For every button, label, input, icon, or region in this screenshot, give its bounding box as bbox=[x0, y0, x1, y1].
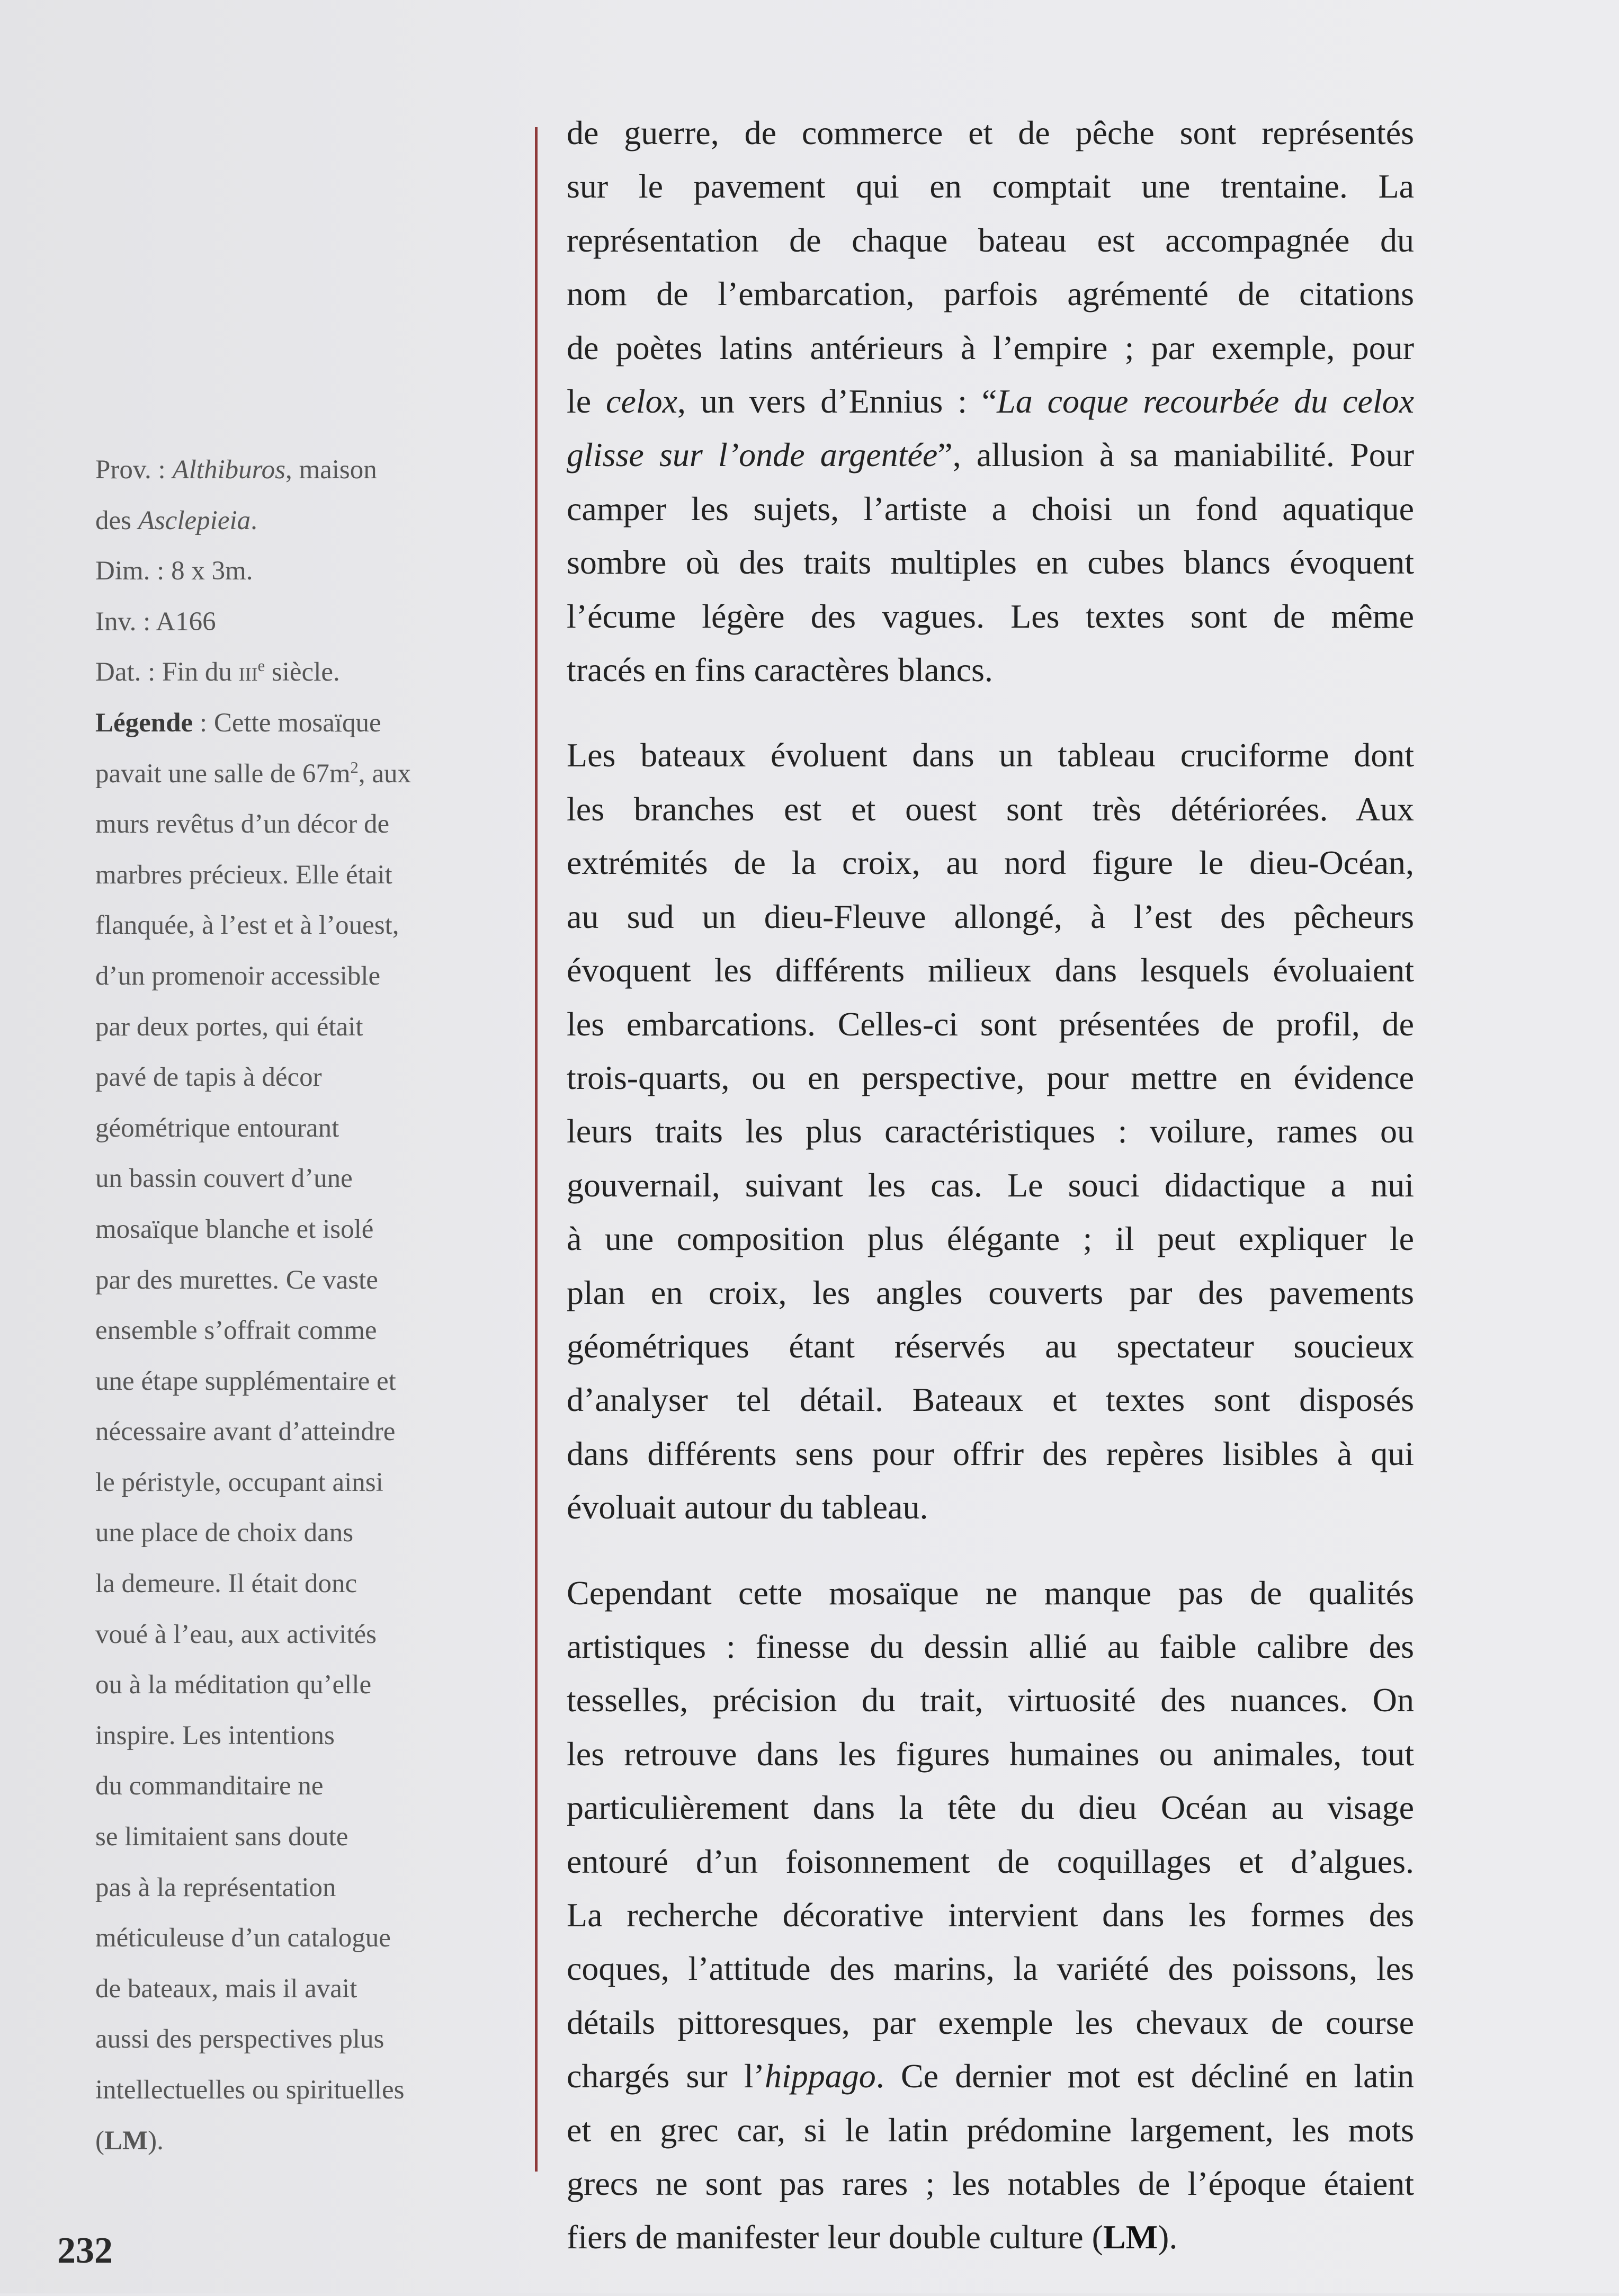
text-line: La recherche décorative intervient dans les formes des bbox=[567, 1896, 1414, 1934]
text-line: particulièrement dans la tête du dieu Océan au visage bbox=[567, 1789, 1414, 1827]
caption-sidebar bbox=[95, 445, 498, 2166]
text-line: de guerre, de commerce et de pêche sont représentés bbox=[567, 114, 1414, 151]
text-line: les retrouve dans les figures humaines ou animales, tout bbox=[567, 1735, 1414, 1773]
text-line: Cependant cette mosaïque ne manque pas de qualités bbox=[567, 1574, 1414, 1612]
caption-legend-line: géométrique entourant bbox=[95, 1113, 339, 1143]
caption-legend-line: ensemble s’offrait comme bbox=[95, 1316, 377, 1346]
caption-dimensions: Dim. : 8 x 3m. bbox=[95, 556, 253, 586]
caption-legend-line: voué à l’eau, aux activités bbox=[95, 1619, 377, 1649]
caption-legend-line: par des murettes. Ce vaste bbox=[95, 1265, 378, 1295]
caption-legend-line: aussi des perspectives plus bbox=[95, 2024, 384, 2054]
text-line: géométriques étant réservés au spectateur soucieux bbox=[567, 1327, 1414, 1365]
caption-legend-line: d’un promenoir accessible bbox=[95, 961, 381, 991]
caption-legend-line: pavé de tapis à décor bbox=[95, 1062, 322, 1093]
text-line: chargés sur l’hippago. Ce dernier mot est décliné en latin bbox=[567, 2057, 1415, 2095]
caption-legend-line: flanquée, à l’est et à l’ouest, bbox=[95, 910, 399, 941]
caption-legend-line: par deux portes, qui était bbox=[95, 1012, 363, 1042]
main-text-column bbox=[567, 106, 1414, 2296]
paragraph-3 bbox=[567, 1566, 1414, 2264]
caption-provenance: Prov. : Althiburos, maison bbox=[95, 455, 377, 485]
text-line: au sud un dieu-Fleuve allongé, à l’est des pêcheurs bbox=[567, 897, 1414, 935]
text-line: sombre où des traits multiples en cubes blancs évoquent bbox=[567, 543, 1414, 582]
author-initials: LM bbox=[1103, 2218, 1158, 2256]
text-line: entouré d’un foisonnement de coquillages et d’algues. bbox=[567, 1842, 1414, 1880]
text-line: d’analyser tel détail. Bateaux et textes sont disposés bbox=[567, 1381, 1414, 1419]
text-line: leurs traits les plus caractéristiques : voilure, rames ou bbox=[567, 1112, 1414, 1150]
caption-legend-line: pavait une salle de $67m^2$, aux bbox=[95, 758, 411, 789]
caption-legend-line: se limitaient sans doute bbox=[95, 1822, 348, 1852]
caption-legend-line: une place de choix dans bbox=[95, 1518, 354, 1548]
text-line: représentation de chaque bateau est accompagnée du bbox=[567, 221, 1414, 259]
text-line: extrémités de la croix, au nord figure le dieu-Océan, bbox=[567, 844, 1414, 882]
caption-legend-line: la demeure. Il était donc bbox=[95, 1569, 357, 1599]
caption-provenance-2: des Asclepieia. bbox=[95, 505, 257, 535]
caption-legend-line: un bassin couvert d’une bbox=[95, 1164, 353, 1194]
text-line: de poètes latins antérieurs à l’empire ; par exemple, pour bbox=[567, 328, 1414, 367]
text-line: et en grec car, si le latin prédomine largement, les mots bbox=[567, 2111, 1414, 2149]
text-line: dans différents sens pour offrir des repères lisibles à qui bbox=[567, 1434, 1414, 1472]
text-line: artistiques : finesse du dessin allié au faible calibre des bbox=[567, 1627, 1414, 1665]
caption-legend-line: marbres précieux. Elle était bbox=[95, 860, 392, 890]
legend-label: Légende bbox=[95, 708, 193, 738]
caption-legend-line: méticuleuse d’un catalogue bbox=[95, 1923, 391, 1953]
caption-legend-end: (LM). bbox=[95, 2125, 164, 2156]
author-initials: LM bbox=[104, 2125, 148, 2156]
page-number: 232 bbox=[57, 2230, 113, 2271]
caption-legend-line: de bateaux, mais il avait bbox=[95, 1973, 357, 2004]
caption-legend-line: inspire. Les intentions bbox=[95, 1720, 335, 1750]
text-line: les embarcations. Celles-ci sont présentées de profil, de bbox=[567, 1005, 1414, 1043]
text-line: glisse sur l’onde argentée”, allusion à sa maniabilité. Pour bbox=[567, 436, 1415, 474]
text-line: évoquent les différents milieux dans lesquels évoluaient bbox=[567, 951, 1414, 989]
paragraph-2 bbox=[567, 728, 1414, 1534]
caption-legend-line: ou à la méditation qu’elle bbox=[95, 1670, 372, 1700]
text-line: sur le pavement qui en comptait une trentaine. La bbox=[567, 167, 1414, 206]
text-line: tracés en fins caractères blancs. bbox=[567, 651, 993, 689]
text-line: coques, l’attitude des marins, la variété des poissons, les bbox=[567, 1950, 1414, 1988]
text-line: évoluait autour du tableau. bbox=[567, 1488, 928, 1526]
text-line: camper les sujets, l’artiste a choisi un fond aquatique bbox=[567, 489, 1414, 528]
text-line: plan en croix, les angles couverts par des pavements bbox=[567, 1273, 1414, 1311]
caption-date: Dat. : Fin du iii$^e$ siècle. bbox=[95, 657, 340, 687]
text-line: nom de l’embarcation, parfois agrémenté de citations bbox=[567, 275, 1414, 313]
caption-legend-line: le péristyle, occupant ainsi bbox=[95, 1467, 383, 1497]
text-line: les branches est et ouest sont très détériorées. Aux bbox=[567, 790, 1414, 828]
caption-legend-line: mosaïque blanche et isolé bbox=[95, 1214, 374, 1244]
column-divider bbox=[535, 127, 538, 2172]
text-line: à une composition plus élégante ; il peut expliquer le bbox=[567, 1220, 1414, 1258]
text-line: le celox, un vers d’Ennius : “La coque recourbée du celox bbox=[567, 382, 1414, 421]
text-line: l’écume légère des vagues. Les textes sont de même bbox=[567, 597, 1414, 635]
paragraph-1 bbox=[567, 106, 1414, 696]
caption-legend-line: nécessaire avant d’atteindre bbox=[95, 1417, 396, 1447]
caption-legend-line: une étape supplémentaire et bbox=[95, 1366, 396, 1396]
caption-legend-line: du commanditaire ne bbox=[95, 1771, 324, 1801]
caption-inventory: Inv. : A166 bbox=[95, 606, 216, 637]
text-line: Les bateaux évoluent dans un tableau cruciforme dont bbox=[567, 736, 1414, 774]
text-line: fiers de manifester leur double culture (LM). bbox=[567, 2218, 1178, 2256]
caption-legend-line: pas à la représentation bbox=[95, 1872, 336, 1902]
text-line: gouvernail, suivant les cas. Le souci didactique a nui bbox=[567, 1166, 1414, 1204]
caption-legend-line: intellectuelles ou spirituelles bbox=[95, 2075, 405, 2105]
text-line: trois-quarts, ou en perspective, pour mettre en évidence bbox=[567, 1058, 1414, 1096]
text-line: grecs ne sont pas rares ; les notables de l’époque étaient bbox=[567, 2165, 1414, 2203]
caption-legend-line: murs revêtus d’un décor de bbox=[95, 809, 390, 839]
text-line: détails pittoresques, par exemple les chevaux de course bbox=[567, 2003, 1414, 2041]
caption-legend-first: Légende : Cette mosaïque bbox=[95, 708, 381, 738]
text-line: tesselles, précision du trait, virtuosité des nuances. On bbox=[567, 1681, 1414, 1719]
